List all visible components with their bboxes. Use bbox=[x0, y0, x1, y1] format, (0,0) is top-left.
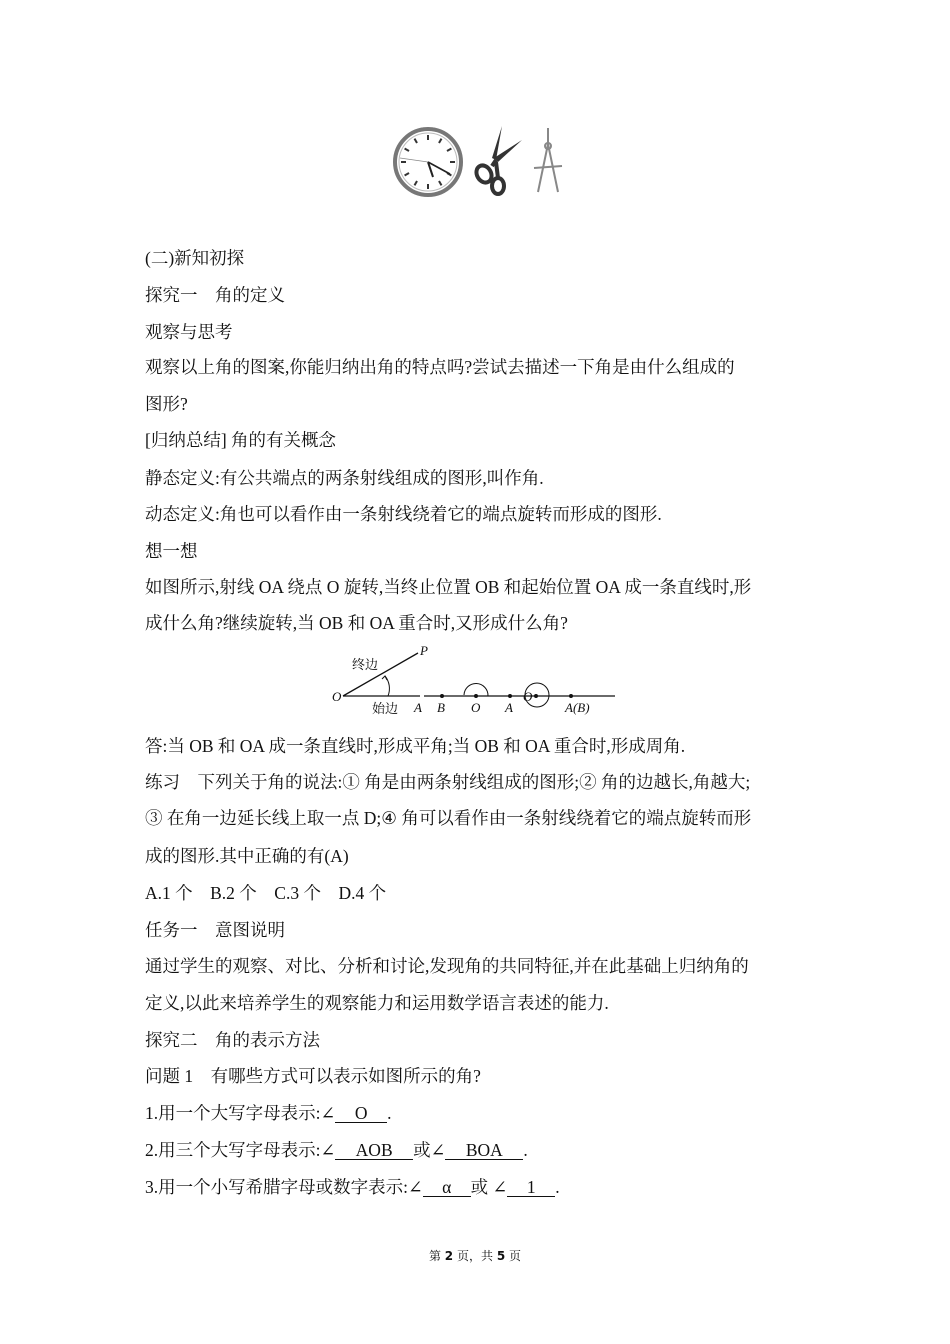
question-text: 1.用一个大写字母表示:∠ bbox=[145, 1103, 336, 1123]
subsection-title: 探究一 角的定义 bbox=[145, 285, 285, 305]
total-pages-number: 5 bbox=[496, 1249, 506, 1263]
label-B: B bbox=[437, 700, 445, 715]
scissors-icon bbox=[473, 126, 522, 194]
paragraph-line: 通过学生的观察、对比、分析和讨论,发现角的共同特征,并在此基础上归纳角的 bbox=[145, 956, 749, 976]
label-A: A bbox=[414, 700, 422, 715]
punctuation: . bbox=[555, 1177, 560, 1197]
question-item-1 bbox=[145, 1102, 392, 1124]
paragraph-line: 答:当 OB 和 OA 成一条直线时,形成平角;当 OB 和 OA 重合时,形成周角. bbox=[145, 736, 686, 756]
angle-rotation-figure bbox=[330, 643, 620, 718]
paragraph-line: 动态定义:角也可以看作由一条射线绕着它的端点旋转而形成的图形. bbox=[145, 504, 662, 524]
paragraph-line: 成什么角?继续旋转,当 OB 和 OA 重合时,又形成什么角? bbox=[145, 613, 568, 633]
page-footer bbox=[0, 1247, 950, 1264]
answer-blank: α bbox=[423, 1178, 471, 1197]
compass-icon bbox=[534, 128, 562, 192]
paragraph-line: 定义,以此来培养学生的观察能力和运用数学语言表述的能力. bbox=[145, 993, 609, 1013]
punctuation: . bbox=[387, 1103, 392, 1123]
footer-text: 第 bbox=[428, 1249, 441, 1263]
answer-blank: O bbox=[335, 1104, 387, 1123]
paragraph-line: 静态定义:有公共端点的两条射线组成的图形,叫作角. bbox=[145, 468, 544, 488]
question-text: 2.用三个大写字母表示:∠ bbox=[145, 1140, 336, 1160]
label-O: O bbox=[523, 689, 533, 704]
paragraph-line: 练习 下列关于角的说法:① 角是由两条射线组成的图形;② 角的边越长,角越大; bbox=[145, 772, 751, 792]
paragraph-line: 观察与思考 bbox=[145, 322, 233, 342]
paragraph-line: 图形? bbox=[145, 394, 188, 414]
paragraph-line: 成的图形.其中正确的有(A) bbox=[145, 846, 349, 866]
section-heading: (二)新知初探 bbox=[145, 248, 245, 268]
subsection-title: 探究二 角的表示方法 bbox=[145, 1030, 320, 1050]
answer-options: A.1 个 B.2 个 C.3 个 D.4 个 bbox=[145, 883, 387, 903]
question-text: 3.用一个小写希腊字母或数字表示:∠ bbox=[145, 1177, 423, 1197]
punctuation: . bbox=[523, 1140, 528, 1160]
label-A-B: A(B) bbox=[565, 700, 590, 715]
current-page-number: 2 bbox=[444, 1249, 454, 1263]
question-title: 问题 1 有哪些方式可以表示如图所示的角? bbox=[145, 1066, 481, 1086]
label-P: P bbox=[420, 643, 428, 658]
answer-blank: BOA bbox=[445, 1141, 523, 1160]
footer-text: 页，共 bbox=[456, 1249, 493, 1263]
paragraph-line: ③ 在角一边延长线上取一点 D;④ 角可以看作由一条射线绕着它的端点旋转而形 bbox=[145, 808, 752, 828]
label-terminal-side: 终边 bbox=[352, 657, 379, 672]
label-A: A bbox=[505, 700, 513, 715]
label-initial-side: 始边 bbox=[372, 701, 399, 716]
label-O: O bbox=[471, 700, 481, 715]
clock-icon bbox=[395, 129, 461, 195]
angle-objects-illustration bbox=[388, 122, 568, 202]
paragraph-line: 想一想 bbox=[145, 541, 198, 561]
paragraph-line: 如图所示,射线 OA 绕点 O 旋转,当终止位置 OB 和起始位置 OA 成一条直线时,形 bbox=[145, 577, 752, 597]
footer-text: 页 bbox=[509, 1249, 522, 1263]
answer-blank: AOB bbox=[335, 1141, 413, 1160]
paragraph-line: 观察以上角的图案,你能归纳出角的特点吗?尝试去描述一下角是由什么组成的 bbox=[145, 357, 735, 377]
label-O: O bbox=[332, 689, 342, 704]
question-item-3 bbox=[145, 1176, 560, 1198]
answer-blank: 1 bbox=[507, 1178, 555, 1197]
paragraph-line: [归纳总结] 角的有关概念 bbox=[145, 430, 337, 450]
question-item-2 bbox=[145, 1139, 528, 1161]
question-text: 或 ∠ bbox=[470, 1177, 508, 1197]
question-text: 或∠ bbox=[413, 1140, 446, 1160]
subsection-title: 任务一 意图说明 bbox=[145, 920, 285, 940]
